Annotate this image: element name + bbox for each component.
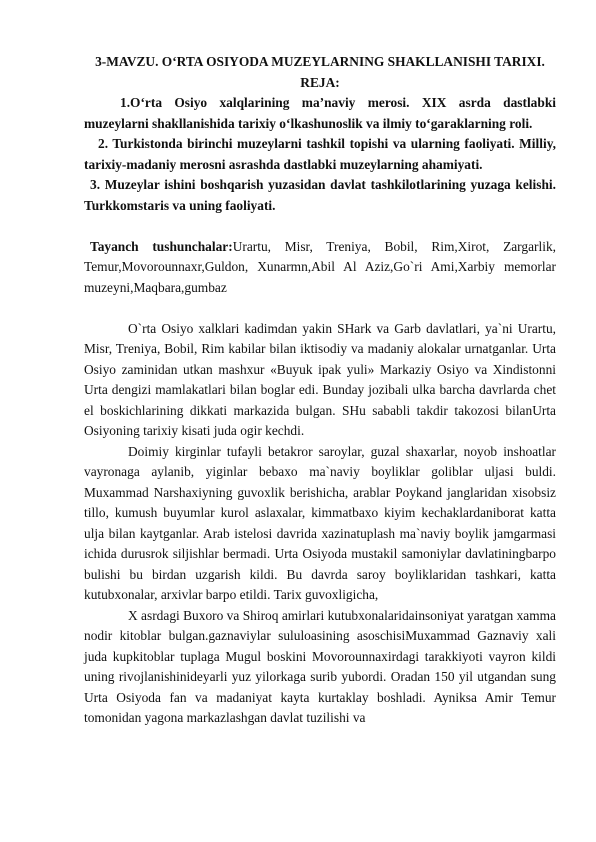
keywords-label: Tayanch tushunchalar:: [90, 238, 233, 254]
plan-item-number: 1.: [120, 95, 131, 110]
plan-item-number: 2.: [98, 136, 109, 151]
keywords-text: Urartu, Misr, Treniya, Bobil, Rim,Xirot, Zargarlik, Temur,Movorounnaxr,Guldon, Xunarmn,Abil Al Aziz,Go`ri Ami,Xarbiy memorlar muzeyni,Maqbara,gumbaz: [84, 238, 556, 295]
plan-item-text: Turkistonda birinchi muzeylarni tashkil topishi va ularning faoliyati. Milliy, tarixiy-madaniy merosni asrashda dastlabki muzeylarning ahamiyati.: [84, 136, 556, 172]
spacer: [84, 298, 556, 319]
plan-item-text: O‘rta Osiyo xalqlarining ma’naviy merosi. XIX asrda dastlabki muzeylarni shakllanishida tarixiy o‘lkashunoslik va ilmiy to‘garaklarning roli.: [84, 95, 556, 131]
plan-item-3: [84, 175, 556, 216]
plan-item-number: 3.: [90, 177, 101, 192]
keywords-paragraph: [84, 237, 556, 299]
plan-item-text: Muzeylar ishini boshqarish yuzasidan davlat tashkilotlarining yuzaga kelishi. Turkkomstaris va uning faoliyati.: [84, 177, 556, 213]
plan-item-1: [84, 93, 556, 134]
document-content: [84, 52, 556, 729]
body-paragraph-2: Doimiy kirginlar tufayli betakror saroylar, guzal shaxarlar, noyob inshoatlar vayronaga aylanib, yiginlar bebaxo ma`naviy boyliklar goliblar uljasi buldi. Muxammad Narshaxiyning guvoxlik berishicha, arablar Poykand janglaridan xisobsiz tillo, kumush buyumlar kurol aslaxalar, kimmatbaxo kiyim kechaklardaniborat katta ulja bilan kaytganlar. Arab istelosi davrida xazinatuplash ma`naviy boylik jamgarmasi ichida durusrok siljishlar bermadi. Urta Osiyoda mustakil samoniylar davlatiningbarpo bulishi bu birdan uzgarish kildi. Bu davrda saroy boyliklaridan tashkari, katta kutubxonalar, arxivlar barpo etildi. Tarix guvoxligicha,: [84, 443, 556, 602]
document-title: 3-MAVZU. O‘RTA OSIYODA MUZEYLARNING SHAKLLANISHI TARIXI.: [95, 54, 545, 69]
plan-heading: REJA:: [300, 74, 340, 90]
body-paragraph-3: X asrdagi Buxoro va Shiroq amirlari kutubxonalaridainsoniyat yaratgan xamma nodir kitoblar bulgan.gaznaviylar sululoasining asoschisiMuxammad Gaznaviy xali juda kupkitoblar tuplaga Mugul boskini Movorounnaxirdagi tarakkiyoti vayron kildi uning rivojlanishinideyarli yuz yilorkaga surib yubordi. Oradan 150 yil utgandan sung Urta Osiyoda fan va madaniyat kayta kurtaklay boshladi. Ayniksa Amir Temur tomonidan yagona markazlashgan davlat tuzilishi va: [84, 607, 556, 725]
plan-item-2: [84, 134, 556, 175]
body-paragraph-1: O`rta Osiyo xalklari kadimdan yakin SHark va Garb davlatlari, ya`ni Urartu, Misr, Treniya, Bobil, Rim kabilar bilan iktisodiy va madaniy alokalar urnatganlar. Urta Osiyo zaminidan utkan mashxur «Buyuk ipak yuli» Markaziy Osiyo va Xindistonni Urta dengizi mamlakatlari bilan boglar edi. Bunday jozibali ulka barcha davrlarda chet el boskichlarining dikkati markazida bulgan. SHu sababli takdir takozosi bilanUrta Osiyoning tarixiy kisati juda ogir kechdi.: [84, 320, 556, 438]
spacer: [84, 216, 556, 237]
